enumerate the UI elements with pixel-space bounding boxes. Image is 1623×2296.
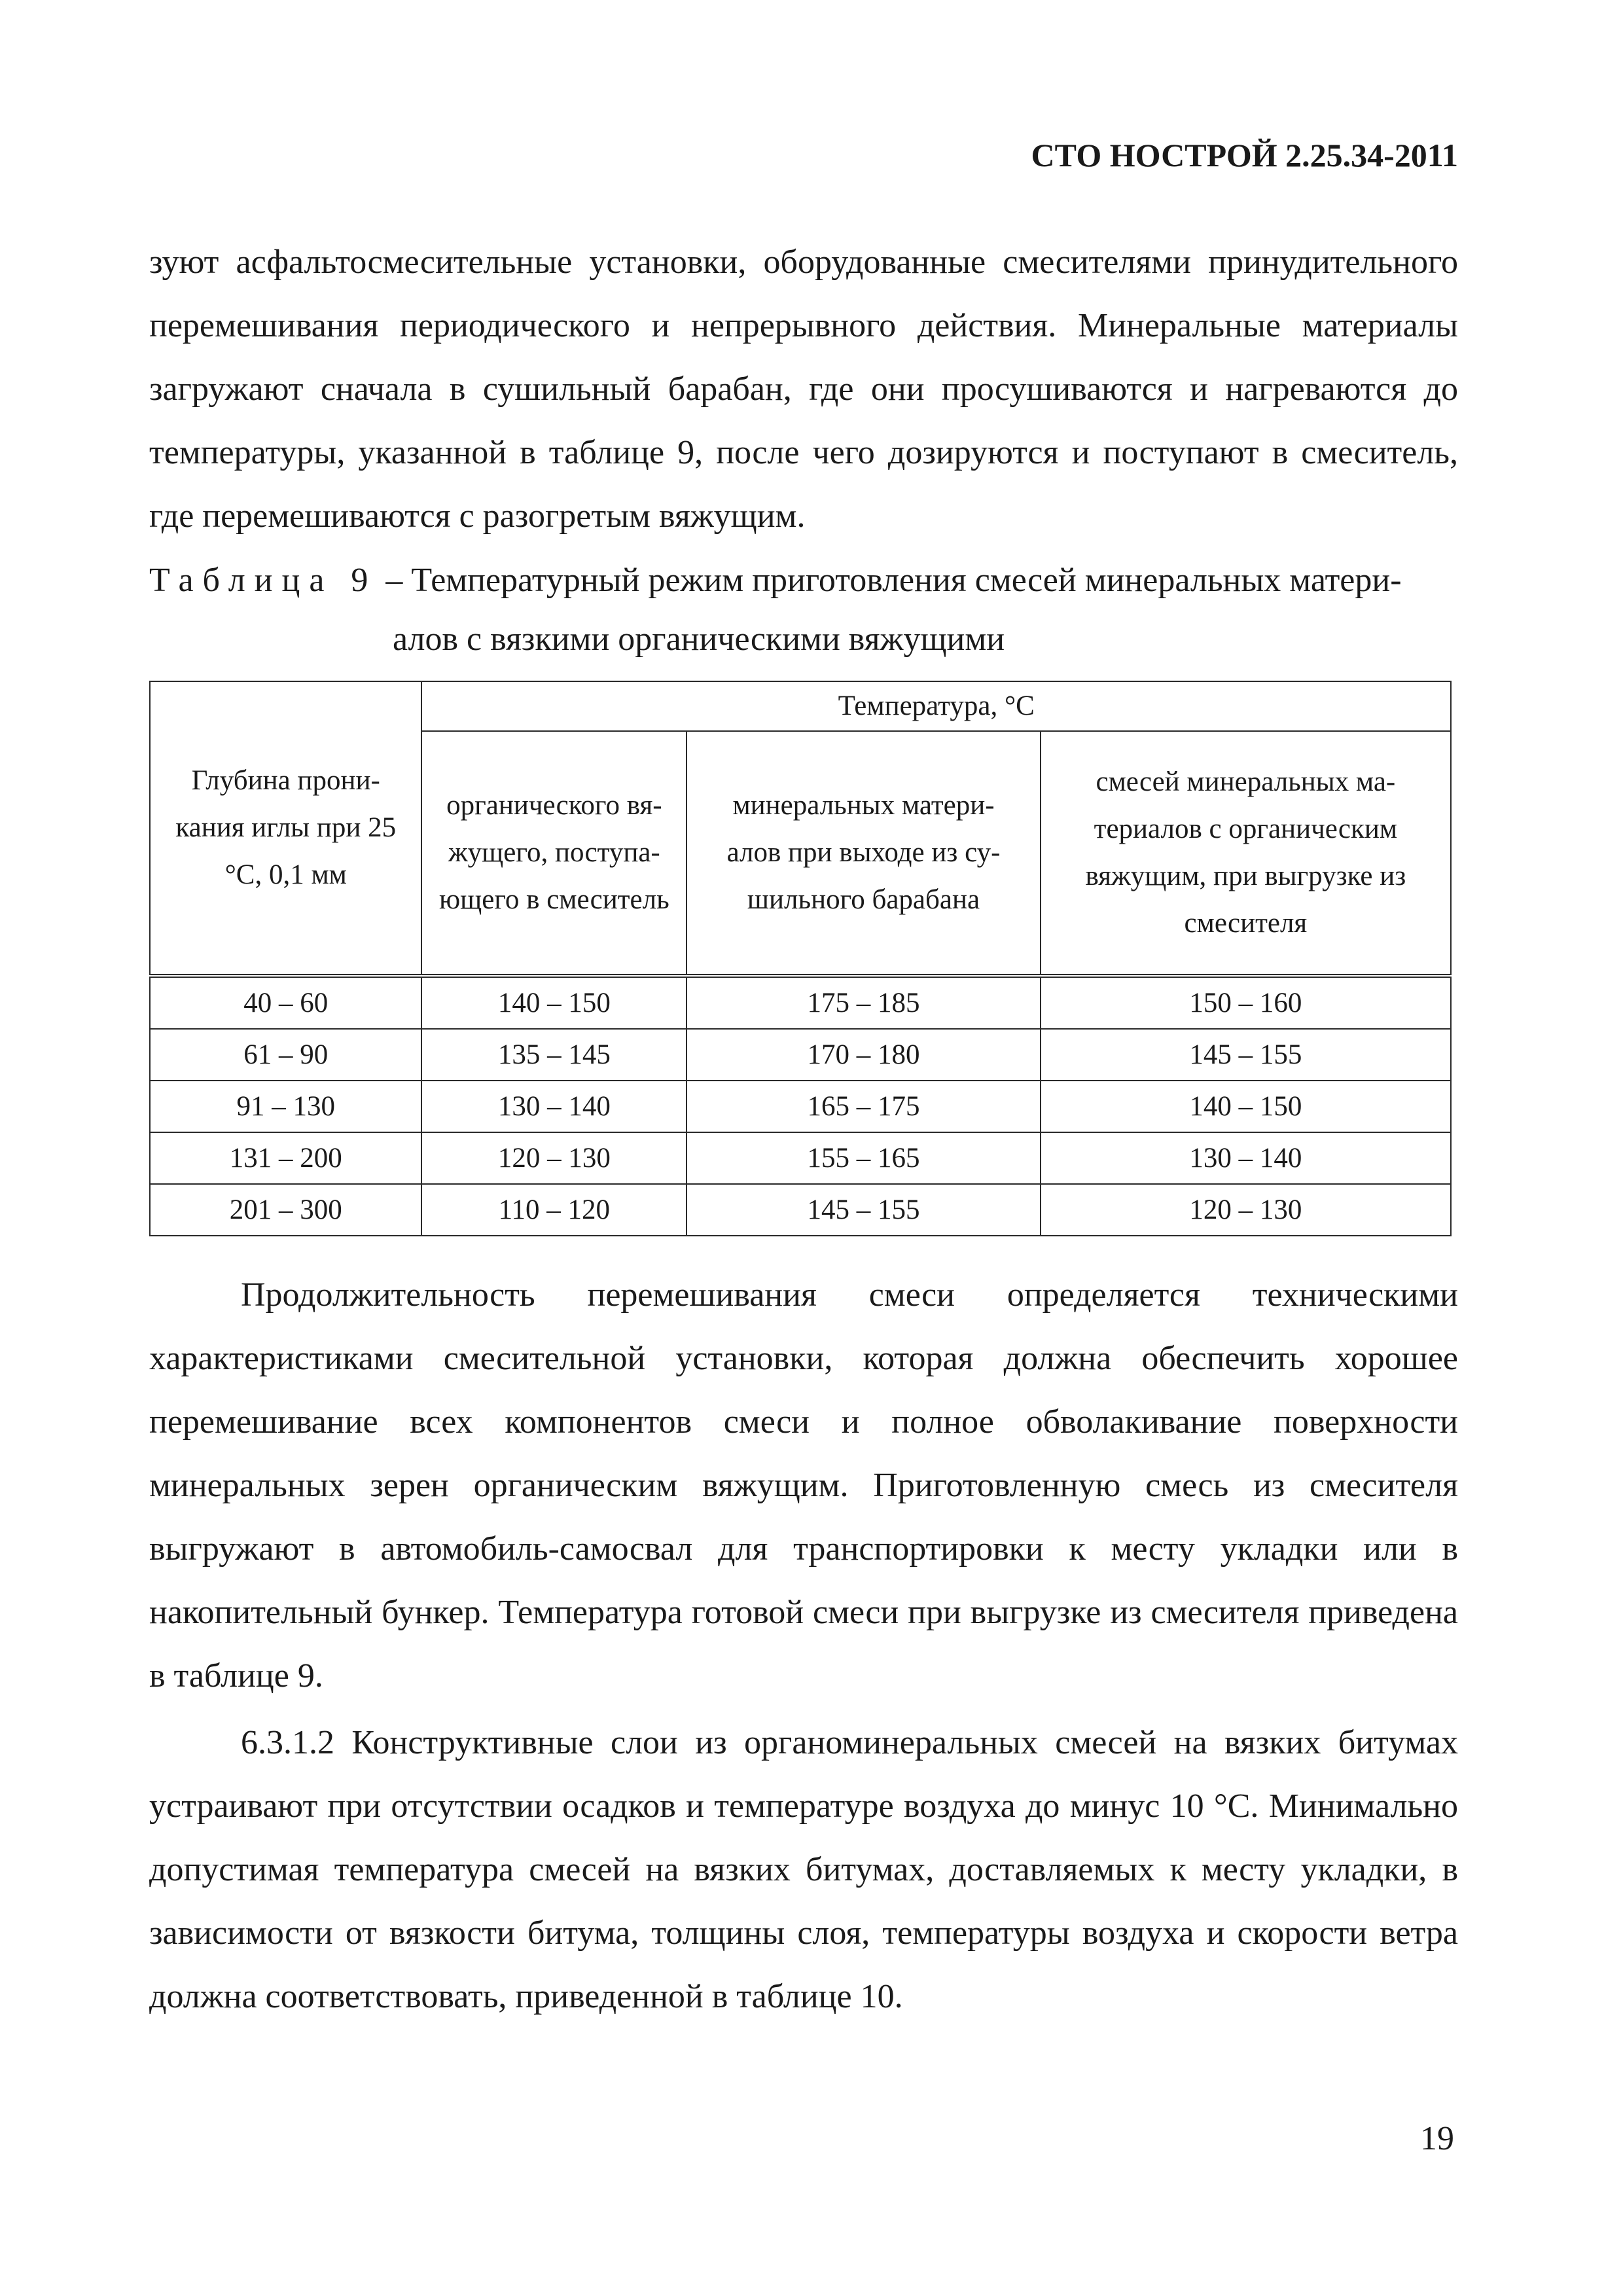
table-cell: 110 – 120	[421, 1184, 687, 1236]
table-cell: 140 – 150	[421, 976, 687, 1029]
table-cell: 61 – 90	[150, 1029, 421, 1081]
caption-text-1: – Температурный режим приготовления смесей минеральных матери-	[385, 562, 1402, 599]
table-cell: 91 – 130	[150, 1081, 421, 1132]
header-temperature-group: Температура, °С	[421, 681, 1451, 731]
table-cell: 155 – 165	[687, 1132, 1041, 1184]
table-cell: 120 – 130	[421, 1132, 687, 1184]
table-cell: 201 – 300	[150, 1184, 421, 1236]
paragraph-mixing-duration: Продолжительность перемешивания смеси определяется техническими характеристиками смесительной установки, которая должна обеспечить хорошее перемешивание всех компонентов смеси и полное обволакивание поверхности минеральных зерен органическим вяжущим. Приготовленную смесь из смесителя выгружают в автомобиль-самосвал для транспортировки к месту укладки или в накопительный бункер. Температура готовой смеси при выгрузке из смесителя приведена в таблице 9.	[149, 1276, 1458, 1695]
temperature-table	[149, 681, 1452, 1236]
table-cell: 150 – 160	[1041, 976, 1451, 1029]
table-cell: 145 – 155	[687, 1184, 1041, 1236]
table-cell: 175 – 185	[687, 976, 1041, 1029]
header-binder-temp: органического вя-жущего, поступа-ющего в смеситель	[421, 731, 687, 976]
table-caption	[149, 551, 1458, 669]
header-mix-temp: смесей минеральных ма-териалов с органическим вяжущим, при выгрузке из смесителя	[1041, 731, 1451, 976]
table-cell: 170 – 180	[687, 1029, 1041, 1081]
caption-line-1	[149, 551, 1458, 610]
caption-line-2: алов с вязкими органическими вяжущими	[393, 620, 1005, 658]
paragraph-6-3-1-2: 6.3.1.2 Конструктивные слои из органоминеральных смесей на вязких битумах устраивают при отсутствии осадков и температуре воздуха до минус 10 °С. Минимально допустимая температура смесей на вязких битумах, доставляемых к месту укладки, в зависимости от вязкости битума, толщины слоя, температуры воздуха и скорости ветра должна соответствовать, приведенной в таблице 10.	[149, 1724, 1458, 2015]
paragraph-top: зуют асфальтосмесительные установки, оборудованные смесителями принудительного перемешивания периодического и непрерывного действия. Минеральные материалы загружают сначала в сушильный барабан, где они просушиваются и нагреваются до температуры, указанной в таблице 9, после чего дозируются и поступают в смеситель, где перемешиваются с разогретым вяжущим.	[149, 243, 1458, 535]
table-cell: 120 – 130	[1041, 1184, 1451, 1236]
table-cell: 130 – 140	[421, 1081, 687, 1132]
table-cell: 145 – 155	[1041, 1029, 1451, 1081]
page-number: 19	[1420, 2120, 1454, 2157]
table-cell: 130 – 140	[1041, 1132, 1451, 1184]
table-cell: 131 – 200	[150, 1132, 421, 1184]
table-cell: 135 – 145	[421, 1029, 687, 1081]
document-code-header: СТО НОСТРОЙ 2.25.34-2011	[1031, 137, 1458, 173]
table-cell: 165 – 175	[687, 1081, 1041, 1132]
header-penetration-depth: Глубина прони-кания иглы при 25 °С, 0,1 мм	[150, 681, 421, 976]
table-cell: 40 – 60	[150, 976, 421, 1029]
header-mineral-temp: минеральных матери-алов при выходе из су-шильного барабана	[687, 731, 1041, 976]
table-cell: 140 – 150	[1041, 1081, 1451, 1132]
caption-label: Таблица 9	[149, 562, 378, 599]
